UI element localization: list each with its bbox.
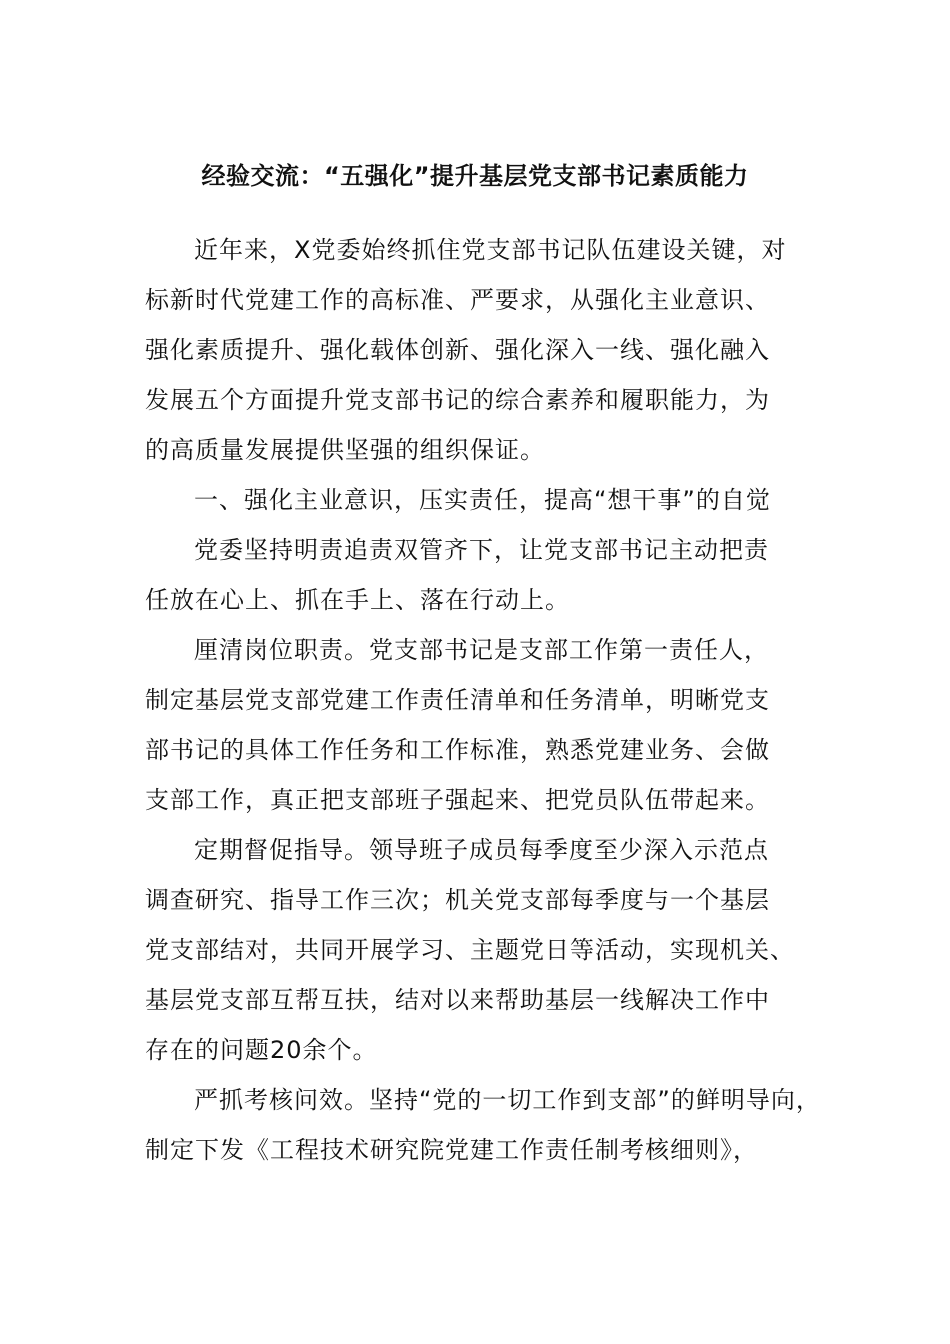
paragraph-line: 部书记的具体工作任务和工作标准，熟悉党建业务、会做 (145, 736, 770, 764)
paragraph-line: 任放在心上、抓在手上、落在行动上。 (145, 586, 570, 614)
paragraph-line: 的高质量发展提供坚强的组织保证。 (145, 436, 545, 464)
paragraph-line: 强化素质提升、强化载体创新、强化深入一线、强化融入 (145, 336, 770, 364)
paragraph-line: 制定基层党支部党建工作责任清单和任务清单，明晰党支 (145, 686, 770, 714)
paragraph-line: 支部工作，真正把支部班子强起来、把党员队伍带起来。 (145, 786, 770, 814)
paragraph-line: 严抓考核问效。坚持“党的一切工作到支部”的鲜明导向， (194, 1086, 821, 1114)
paragraph-line: 党委坚持明责追责双管齐下，让党支部书记主动把责 (194, 536, 769, 564)
paragraph-line: 基层党支部互帮互扶，结对以来帮助基层一线解决工作中 (145, 986, 770, 1014)
paragraph-line: 标新时代党建工作的高标准、严要求，从强化主业意识、 (145, 286, 770, 314)
document-title: 经验交流：“五强化”提升基层党支部书记素质能力 (201, 162, 749, 190)
section-heading: 一、强化主业意识，压实责任，提高“想干事”的自觉 (194, 486, 771, 514)
paragraph-line: 发展五个方面提升党支部书记的综合素养和履职能力，为 (145, 386, 770, 414)
paragraph-line: 党支部结对，共同开展学习、主题党日等活动，实现机关、 (145, 936, 795, 964)
paragraph-line: 制定下发《工程技术研究院党建工作责任制考核细则》， (145, 1136, 758, 1164)
paragraph-line: 存在的问题20余个。 (145, 1036, 378, 1064)
paragraph-line: 定期督促指导。领导班子成员每季度至少深入示范点 (194, 836, 769, 864)
paragraph-line: 近年来，X党委始终抓住党支部书记队伍建设关键，对 (194, 236, 787, 264)
paragraph-line: 调查研究、指导工作三次；机关党支部每季度与一个基层 (145, 886, 770, 914)
paragraph-line: 厘清岗位职责。党支部书记是支部工作第一责任人， (194, 636, 769, 664)
